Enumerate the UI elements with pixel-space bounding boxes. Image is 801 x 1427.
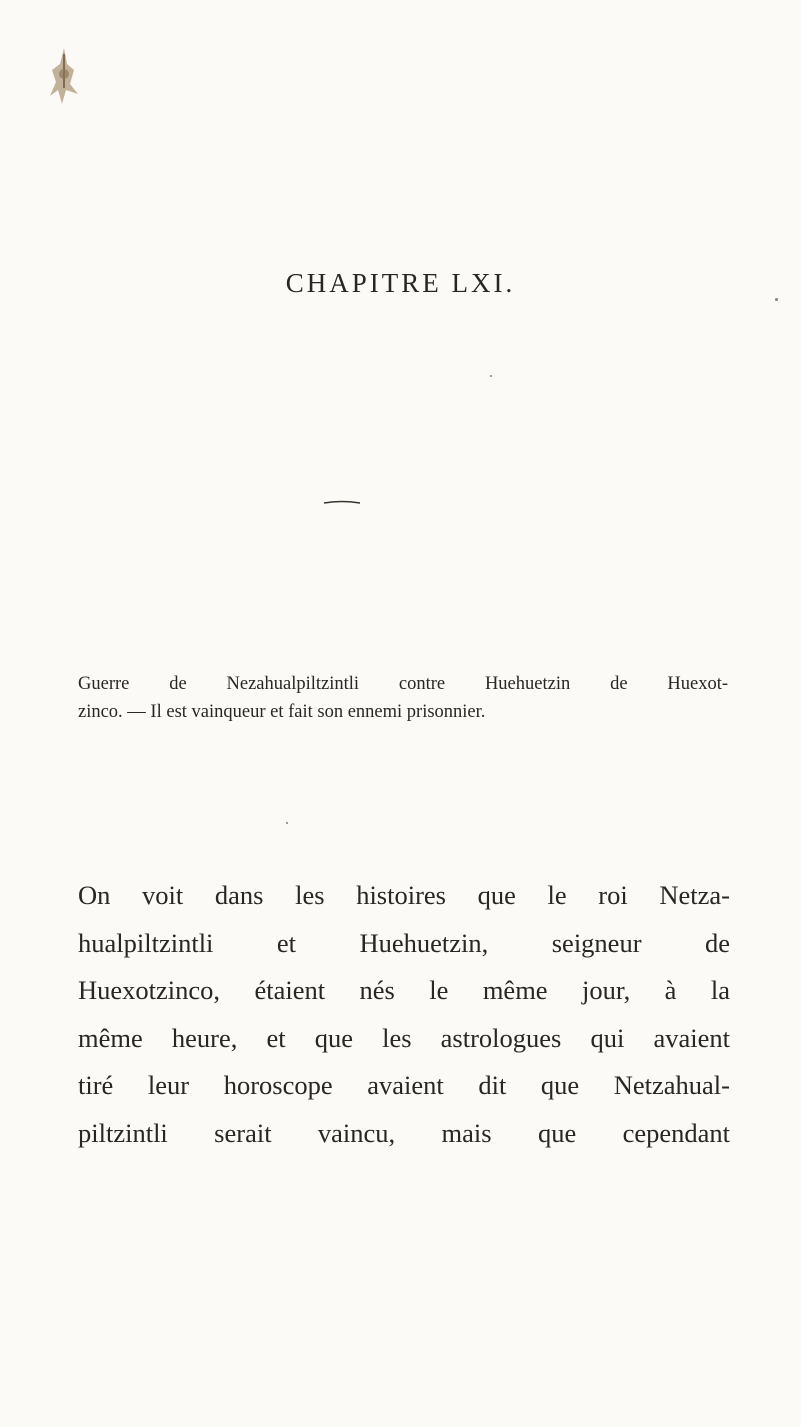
chapter-summary [78,670,728,726]
chapter-title: CHAPITRE LXI. [285,268,516,298]
body-line: hualpiltzintli et Huehuetzin, seigneur de [78,927,730,958]
printer-ornament-icon [44,44,84,108]
paper-speck [775,298,778,301]
body-line: On voit dans les histoires que le roi Netza- [78,880,730,910]
body-line: Huexotzinco, étaient nés le même jour, à la [78,975,730,1005]
body-paragraph [78,872,730,1157]
body-line: tiré leur horoscope avaient dit que Netzahual- [78,1070,730,1100]
paper-speck [490,375,492,377]
paper-speck [286,822,288,824]
summary-line: zinco. — Il est vainqueur et fait son ennemi prisonnier. [78,702,486,722]
body-line: piltzintli serait vaincu, mais que cependant [78,1117,730,1148]
body-line: même heure, et que les astrologues qui avaient [78,1022,730,1053]
rule-separator-icon [322,499,362,507]
summary-line: Guerre de Nezahualpiltzintli contre Huehuetzin de Huexot- [78,674,728,694]
